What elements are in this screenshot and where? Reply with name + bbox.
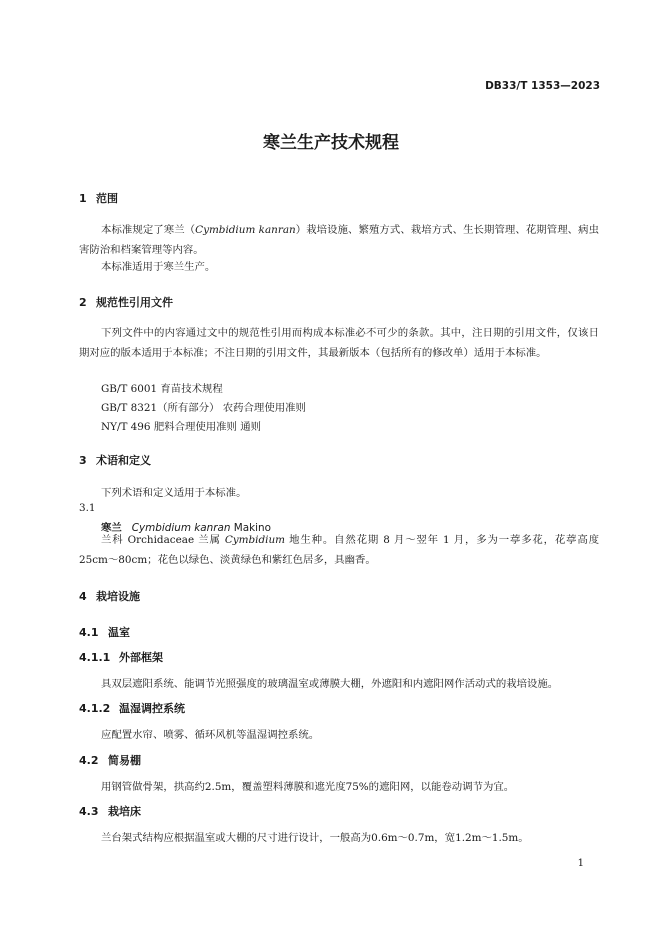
subsection-number: 4.2 bbox=[79, 754, 99, 767]
subsection-4-2-text: 用钢管做骨架，拱高约2.5m，覆盖塑料薄膜和遮光度75%的遮阳网，以能卷动调节为宜。 bbox=[101, 781, 515, 793]
text-run: ）栽培设施、繁殖方式、栽培方式、生长期管理、花期管理、病虫害防治和档案管理等内容。 bbox=[79, 224, 599, 256]
reference-item: GB/T 6001 育苗技术规程 bbox=[101, 383, 223, 395]
text-run: 地生种。自然花期 8 月～翌年 1 月，多为一葶多花，花葶高度 25cm～80cm；花色以绿色、淡黄绿色和紫红色居多，具幽香。 bbox=[79, 534, 599, 566]
latin-name: Cymbidium bbox=[224, 534, 286, 546]
section-title: 术语和定义 bbox=[96, 454, 151, 467]
section-title: 栽培设施 bbox=[96, 590, 140, 603]
section-title: 规范性引用文件 bbox=[96, 296, 173, 309]
subsection-title: 栽培床 bbox=[108, 805, 141, 818]
subsection-4-1-1-text: 具双层遮阳系统、能调节光照强度的玻璃温室或薄膜大棚，外遮阳和内遮阳网作活动式的栽培设施。 bbox=[101, 678, 559, 690]
latin-name: Cymbidium kanran bbox=[195, 224, 296, 236]
subsection-title: 温湿调控系统 bbox=[119, 702, 185, 715]
section-2-paragraph-1: 下列文件中的内容通过文中的规范性引用而构成本标准必不可少的条款。其中，注日期的引用文件，仅该日期对应的版本适用于本标准；不注日期的引用文件，其最新版本（包括所有的修改单）适用于本标准。 bbox=[79, 327, 599, 359]
subsection-number: 4.3 bbox=[79, 805, 99, 818]
section-3-heading bbox=[79, 452, 151, 468]
section-title: 范围 bbox=[96, 192, 118, 205]
section-1-paragraph-2: 本标准适用于寒兰生产。 bbox=[101, 261, 216, 273]
subsection-number: 4.1.1 bbox=[79, 651, 111, 664]
section-2-heading bbox=[79, 294, 173, 310]
subsection-4-1-1-heading bbox=[79, 649, 163, 665]
section-1-heading bbox=[79, 190, 118, 206]
subsection-4-1-heading bbox=[79, 624, 130, 640]
term-chinese-name: 寒兰 bbox=[101, 522, 122, 534]
subsection-title: 简易棚 bbox=[108, 754, 141, 767]
reference-item: NY/T 496 肥料合理使用准则 通则 bbox=[101, 421, 262, 433]
subsection-4-2-heading bbox=[79, 752, 141, 768]
subsection-4-1-2-heading bbox=[79, 700, 185, 716]
term-number: 3.1 bbox=[79, 502, 96, 514]
text-run: 兰科 Orchidaceae 兰属 bbox=[101, 534, 225, 546]
term-definition bbox=[79, 531, 599, 570]
subsection-4-1-2-text: 应配置水帘、喷雾、循环风机等温湿调控系统。 bbox=[101, 729, 320, 741]
section-4-heading bbox=[79, 588, 140, 604]
subsection-number: 4.1.2 bbox=[79, 702, 111, 715]
subsection-4-3-text: 兰台架式结构应根据温室或大棚的尺寸进行设计，一般高为0.6m～0.7m，宽1.2m～1.5m。 bbox=[101, 832, 529, 844]
subsection-number: 4.1 bbox=[79, 626, 99, 639]
section-number: 3 bbox=[79, 454, 87, 467]
text-run: 本标准规定了寒兰（ bbox=[101, 224, 196, 236]
section-number: 4 bbox=[79, 590, 87, 603]
document-number: DB33/T 1353—2023 bbox=[485, 80, 600, 92]
section-number: 1 bbox=[79, 192, 87, 205]
section-1-paragraph-1 bbox=[79, 221, 599, 260]
subsection-title: 温室 bbox=[108, 626, 130, 639]
page-number: 1 bbox=[577, 858, 584, 869]
reference-item: GB/T 8321（所有部分） 农药合理使用准则 bbox=[101, 402, 306, 414]
section-3-intro: 下列术语和定义适用于本标准。 bbox=[101, 487, 247, 499]
subsection-4-3-heading bbox=[79, 803, 141, 819]
term-latin-name: Cymbidium kanran bbox=[131, 522, 231, 534]
section-number: 2 bbox=[79, 296, 87, 309]
subsection-title: 外部框架 bbox=[119, 651, 163, 664]
term-author: Makino bbox=[233, 522, 271, 534]
page-title: 寒兰生产技术规程 bbox=[263, 133, 399, 153]
